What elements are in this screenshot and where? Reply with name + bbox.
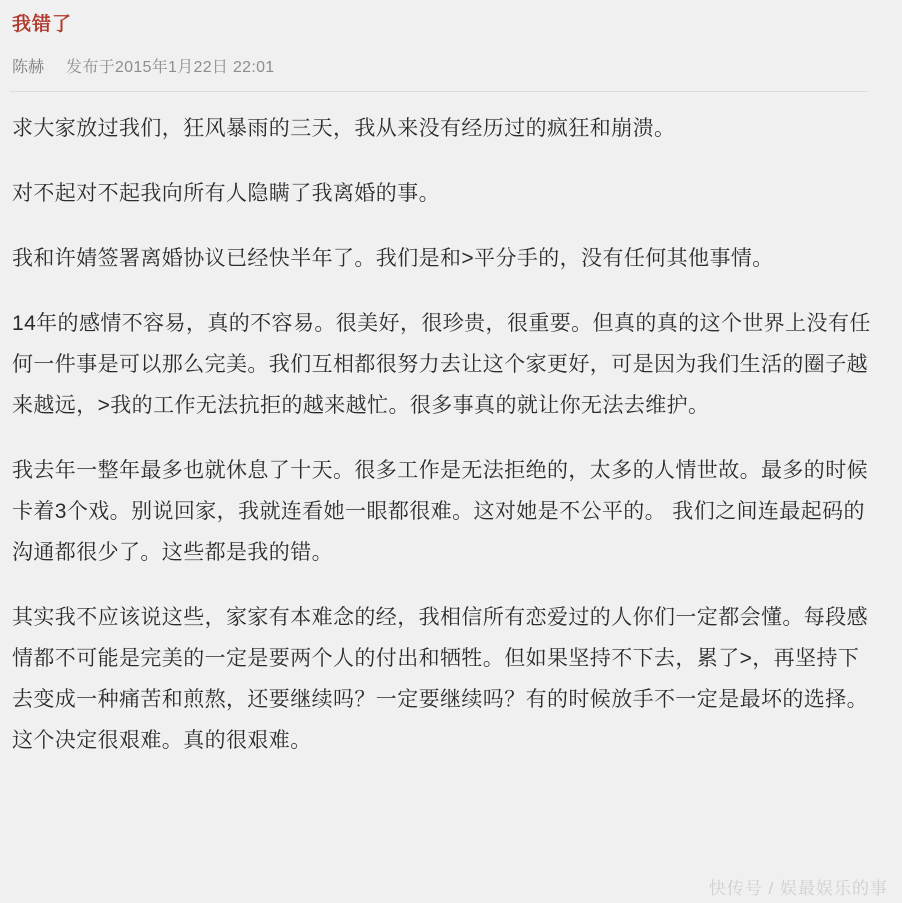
publish-date xyxy=(66,54,274,77)
publish-date-prefix: 发布于 xyxy=(66,59,115,76)
paragraph-2: 对不起对不起我向所有人隐瞒了我离婚的事。 xyxy=(12,182,440,205)
post-meta xyxy=(12,54,884,77)
paragraph-5: 我去年一整年最多也就休息了十天。很多工作是无法拒绝的，太多的人情世故。最多的时候卡着3个戏。别说回家，我就连看她一眼都很难。这对她是不公平的。 我们之间连最起码的沟通都很少了。这些都是我的错。 xyxy=(12,459,868,564)
paragraph-4: 14年的感情不容易，真的不容易。很美好，很珍贵，很重要。但真的真的这个世界上没有任何一件事是可以那么完美。我们互相都很努力去让这个家更好，可是因为我们生活的圈子越来越远，>我的工作无法抗拒的越来越忙。很多事真的就让你无法去维护。 xyxy=(12,312,871,417)
paragraph-1: 求大家放过我们，狂风暴雨的三天，我从来没有经历过的疯狂和崩溃。 xyxy=(12,117,676,140)
paragraph-6: 其实我不应该说这些，家家有本难念的经，我相信所有恋爱过的人你们一定都会懂。每段感情都不可能是完美的一定是要两个人的付出和牺牲。但如果坚持不下去，累了>，再坚持下去变成一种痛苦和煎熬，还要继续吗？一定要继续吗？有的时候放手不一定是最坏的选择。这个决定很艰难。真的很艰难。 xyxy=(12,606,868,752)
header-divider xyxy=(10,91,868,92)
watermark-text: 快传号 / 娱最娱乐的事 xyxy=(708,879,888,898)
page-title: 我错了 xyxy=(12,14,73,35)
publish-date-value: 2015年1月22日 22:01 xyxy=(114,59,275,76)
author-name: 陈赫 xyxy=(12,59,45,76)
paragraph-3: 我和许婧签署离婚协议已经快半年了。我们是和>平分手的，没有任何其他事情。 xyxy=(12,247,774,270)
article-body xyxy=(8,108,884,761)
